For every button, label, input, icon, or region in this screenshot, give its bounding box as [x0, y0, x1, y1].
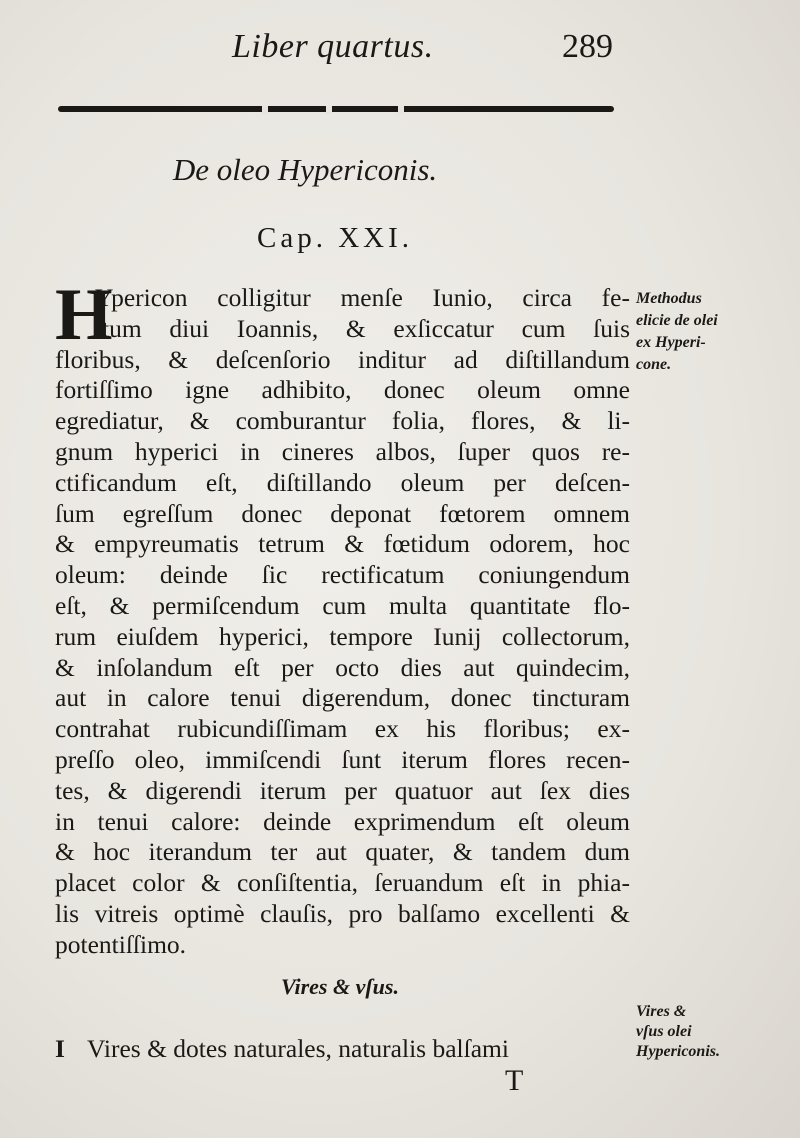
- chapter-number: Cap. XXI.: [256, 222, 413, 254]
- text-line: tes, & digerendi iterum per quatuor aut ſex dies: [55, 775, 630, 805]
- text-line: ſum egreſſum donec deponat fœtorem omnem: [55, 498, 630, 528]
- text-line: aut in calore tenui digerendum, donec tincturam: [55, 683, 630, 713]
- text-line: oleum: deinde ſic rectificatum coniungendum: [55, 560, 630, 590]
- text-line: fortiſſimo igne adhibito, donec oleum omne: [55, 375, 630, 405]
- list-item-text: Vires & dotes naturales, naturalis balſami: [87, 1034, 509, 1063]
- margin-note-line: ex Hyperi-: [636, 334, 706, 351]
- text-line: & empyreumatis tetrum & fœtidum odorem, hoc: [55, 529, 630, 559]
- chapter-title: De oleo Hypericonis.: [172, 152, 438, 187]
- list-number: I: [55, 1034, 65, 1063]
- header-rule: [58, 106, 614, 112]
- section-heading: Vires & vſus.: [281, 974, 399, 999]
- text-line: floribus, & deſcenſorio inditur ad diſtillandum: [55, 344, 630, 374]
- margin-note-line: Methodus: [636, 290, 702, 307]
- text-line: potentiſſimo.: [55, 929, 187, 959]
- margin-note-vires: [636, 1002, 786, 1062]
- margin-note-line: elicie de olei: [636, 312, 718, 329]
- running-head: [0, 28, 800, 72]
- text-line: ſtum diui Ioannis, & exſiccatur cum ſuis: [95, 313, 630, 343]
- text-line: rum eiuſdem hyperici, tempore Iunij collectorum,: [55, 621, 630, 651]
- main-text: [55, 274, 630, 961]
- margin-note-line: vſus olei: [636, 1023, 692, 1040]
- margin-note-line: cone.: [636, 356, 672, 373]
- rule-gap: [398, 106, 404, 114]
- text-line: preſſo oleo, immiſcendi ſunt iterum flores recen-: [55, 744, 630, 774]
- text-line: & hoc iterandum ter aut quater, & tandem dum: [55, 837, 630, 867]
- signature-mark: T: [505, 1064, 524, 1097]
- text-line: in tenui calore: deinde exprimendum eſt oleum: [55, 806, 630, 836]
- list-item: [55, 1034, 630, 1064]
- text-line: & inſolandum eſt per octo dies aut quindecim,: [55, 652, 630, 682]
- text-line: egrediatur, & comburantur folia, flores, & li-: [55, 406, 630, 436]
- rule-gap: [262, 106, 268, 114]
- rule-gap: [326, 106, 332, 114]
- text-line: ctificandum eſt, diſtillando oleum per deſcen-: [55, 467, 630, 497]
- running-title: Liber quartus.: [232, 28, 434, 65]
- text-line: contrahat rubicundiſſimam ex his floribus; ex-: [55, 714, 630, 744]
- text-line: Ypericon colligitur menſe Iunio, circa fe-: [95, 283, 630, 312]
- margin-note-line: Hypericonis.: [636, 1043, 720, 1060]
- page-number: 289: [562, 28, 613, 65]
- text-line: placet color & conſiſtentia, ſeruandum eſt in phia-: [55, 868, 630, 898]
- drop-cap: H: [55, 274, 113, 356]
- text-line: eſt, & permiſcendum cum multa quantitate flo-: [55, 590, 630, 620]
- text-line: gnum hyperici in cineres albos, ſuper quos re-: [55, 436, 630, 466]
- text-line: lis vitreis optimè clauſis, pro balſamo excellenti &: [55, 898, 630, 928]
- margin-note-method: [636, 288, 786, 376]
- margin-note-line: Vires &: [636, 1003, 687, 1020]
